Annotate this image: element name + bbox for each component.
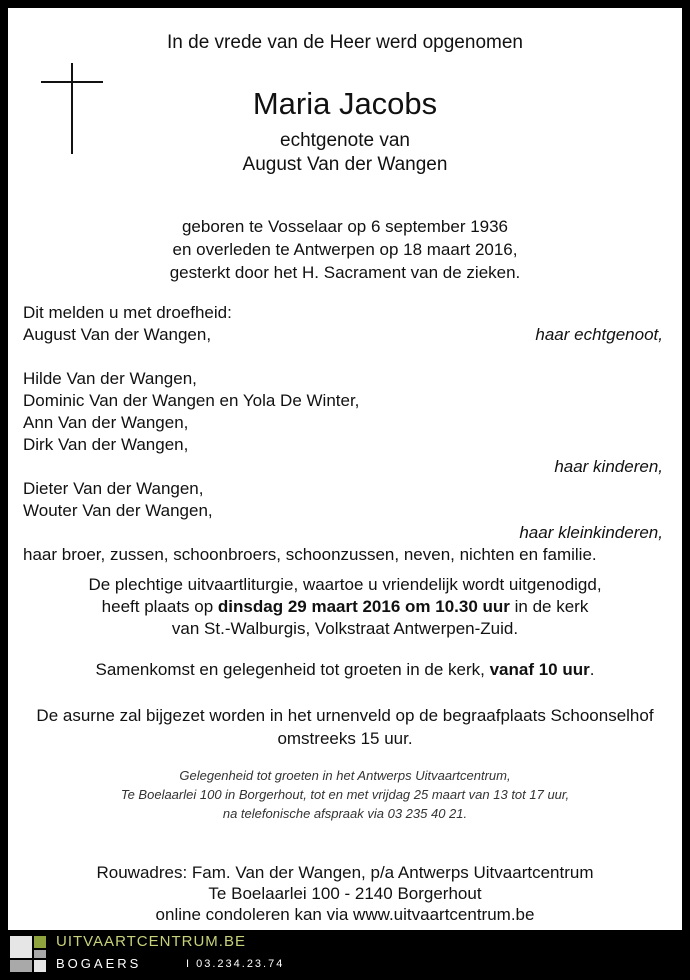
children-role: haar kinderen, [554, 457, 663, 476]
note-line-3: na telefonische afspraak via 03 235 40 21. [222, 806, 468, 821]
brand-name: UITVAARTCENTRUM.BE [56, 933, 246, 950]
ceremony-text: in de kerk [509, 597, 589, 616]
address-line-1: Rouwadres: Fam. Van der Wangen, p/a Antwerps Uitvaartcentrum [96, 863, 594, 882]
family-row-spouse [23, 324, 663, 346]
other-family: haar broer, zussen, schoonbroers, schoonzussen, neven, nichten en familie. [23, 545, 597, 564]
gathering-end: . [589, 660, 595, 679]
death-line: en overleden te Antwerpen op 18 maart 2016, [172, 240, 518, 259]
spouse-name: August Van der Wangen [242, 154, 448, 175]
spouse-entry: August Van der Wangen, [23, 325, 212, 344]
spouse-of-label: echtgenote van [280, 130, 410, 151]
child-entry: Dirk Van der Wangen, [23, 435, 189, 454]
family-list [23, 302, 663, 566]
spouse-role: haar echtgenoot, [535, 325, 663, 344]
ceremony-line-3: van St.-Walburgis, Volkstraat Antwerpen-Zuid. [171, 619, 519, 638]
urn-line-1: De asurne zal bijgezet worden in het urnenveld op de begraafplaats Schoonselhof [36, 706, 654, 725]
address-line-3: online condoleren kan via www.uitvaartcentrum.be [155, 905, 535, 924]
child-entry: Ann Van der Wangen, [23, 413, 189, 432]
ceremony-text: heeft plaats op [101, 597, 218, 616]
visitation-note [8, 766, 682, 823]
note-line-1: Gelegenheid tot groeten in het Antwerps Uitvaartcentrum, [179, 768, 511, 783]
birth-death-block [8, 215, 682, 284]
urn-line-2: omstreeks 15 uur. [277, 729, 413, 748]
ceremony-line-2 [8, 596, 682, 618]
gathering-line [8, 660, 682, 680]
obituary-card [8, 8, 682, 930]
grandchild-entry: Wouter Van der Wangen, [23, 501, 213, 520]
ceremony-datetime: dinsdag 29 maart 2016 om 10.30 uur [217, 597, 510, 616]
note-line-2: Te Boelaarlei 100 in Borgerhout, tot en met vrijdag 25 maart van 13 tot 17 uur, [120, 787, 570, 802]
children-role-row [23, 456, 663, 478]
birth-line: geboren te Vosselaar op 6 september 1936 [181, 217, 509, 236]
grandchild-entry: Dieter Van der Wangen, [23, 479, 204, 498]
sacrament-line: gesterkt door het H. Sacrament van de zieken. [169, 263, 521, 282]
grandchildren-role: haar kleinkinderen, [519, 523, 663, 542]
intro-line: In de vrede van de Heer werd opgenomen [167, 32, 523, 53]
family-intro: Dit melden u met droefheid: [23, 303, 232, 322]
urn-block [8, 704, 682, 750]
deceased-name: Maria Jacobs [252, 86, 438, 121]
brand-phone: I 03.234.23.74 [186, 958, 285, 970]
brand-sub: BOGAERS [56, 956, 142, 971]
gathering-text: Samenkomst en gelegenheid tot groeten in de kerk, [95, 660, 490, 679]
cross-icon-horizontal [41, 81, 103, 83]
gathering-time: vanaf 10 uur [489, 660, 590, 679]
address-block [8, 862, 682, 925]
square-logo-icon [10, 936, 46, 972]
grandchildren-role-row [23, 522, 663, 544]
child-entry: Dominic Van der Wangen en Yola De Winter, [23, 391, 360, 410]
address-line-2: Te Boelaarlei 100 - 2140 Borgerhout [208, 884, 482, 903]
child-entry: Hilde Van der Wangen, [23, 369, 197, 388]
ceremony-line-1: De plechtige uitvaartliturgie, waartoe u vriendelijk wordt uitgenodigd, [88, 575, 602, 594]
ceremony-block [8, 574, 682, 640]
footer-banner [0, 930, 690, 980]
